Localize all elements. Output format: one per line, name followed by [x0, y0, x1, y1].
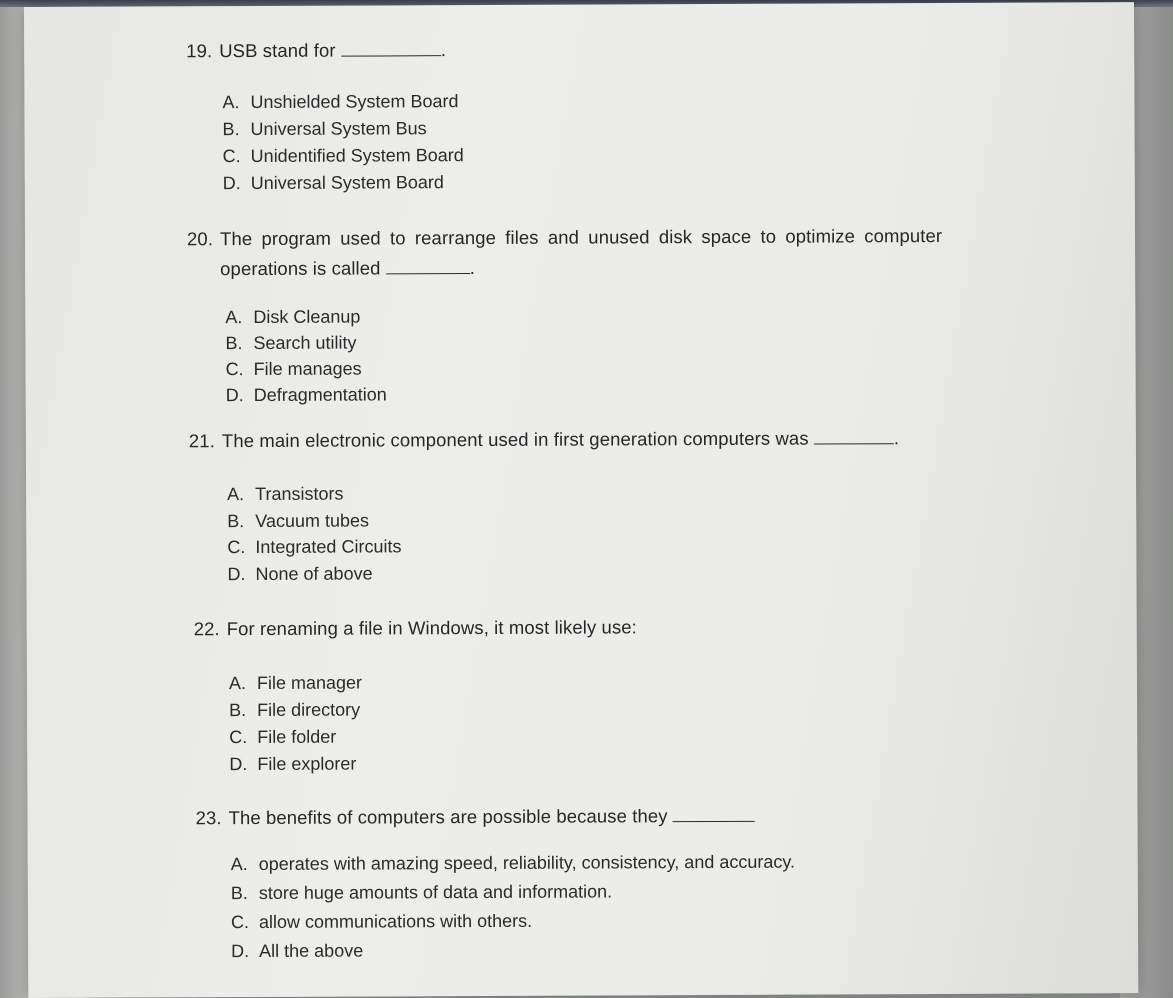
option-20-c: [226, 359, 362, 381]
option-letter: A.: [230, 854, 248, 875]
question-text-end: .: [440, 39, 447, 61]
option-letter: B.: [229, 700, 247, 721]
question-text: The main electronic component used in first generation computers was: [221, 427, 809, 452]
option-22-c: [229, 727, 336, 748]
option-letter: A.: [225, 307, 243, 328]
question-number: 19.: [186, 40, 213, 62]
option-21-d: [227, 563, 372, 585]
option-text: File manages: [253, 358, 362, 380]
option-21-b: [227, 510, 369, 532]
answer-blank: [341, 54, 441, 56]
option-text: store huge amounts of data and information.: [258, 881, 613, 903]
option-letter: A.: [227, 484, 245, 505]
answer-blank: [386, 272, 470, 274]
option-text: Search utility: [253, 332, 357, 354]
question-text: The benefits of computers are possible because they: [228, 805, 668, 829]
option-23-a: [231, 852, 795, 875]
option-text: File directory: [257, 699, 361, 720]
option-letter: D.: [227, 564, 246, 585]
option-letter: D.: [225, 385, 244, 406]
option-22-d: [229, 754, 356, 776]
option-text: File folder: [257, 726, 337, 747]
option-text: Unidentified System Board: [250, 145, 464, 167]
option-23-d: [231, 941, 363, 963]
question-number: 20.: [186, 228, 214, 250]
question-number: 23.: [195, 807, 222, 829]
option-22-b: [229, 700, 360, 722]
option-21-c: [227, 536, 401, 558]
question-text-continued: operations is called: [220, 257, 381, 280]
answer-blank: [673, 820, 755, 822]
option-letter: A.: [222, 92, 240, 113]
question-text-line2: [220, 255, 942, 280]
option-letter: B.: [230, 883, 248, 904]
question-number: 22.: [193, 618, 220, 640]
option-letter: D.: [229, 754, 248, 775]
option-letter: C.: [222, 146, 241, 167]
option-20-d: [226, 384, 387, 406]
option-text: Vacuum tubes: [255, 510, 370, 531]
question-text: The program used to rearrange files and unused disk space to optimize computer: [219, 224, 943, 250]
option-letter: C.: [229, 727, 248, 748]
option-letter: D.: [231, 941, 250, 962]
option-23-b: [231, 881, 612, 904]
question-21-stem: [189, 427, 899, 452]
option-letter: C.: [227, 537, 246, 558]
option-19-b: [222, 118, 426, 140]
option-20-a: [225, 307, 360, 329]
option-19-d: [223, 172, 444, 194]
option-letter: C.: [230, 912, 250, 933]
option-21-a: [227, 484, 343, 506]
option-letter: D.: [222, 173, 241, 194]
option-letter: C.: [225, 359, 244, 380]
question-number: 21.: [188, 430, 215, 452]
option-19-c: [223, 145, 464, 167]
option-text: Integrated Circuits: [255, 536, 402, 557]
option-22-a: [229, 673, 362, 695]
question-23-stem: [195, 805, 754, 829]
question-text: USB stand for: [219, 39, 336, 62]
option-letter: B.: [227, 511, 245, 532]
question-20-stem: [187, 225, 942, 280]
option-20-b: [225, 333, 356, 355]
option-text: File manager: [256, 672, 363, 693]
option-text: Universal System Board: [250, 172, 444, 194]
question-22-stem: [194, 616, 637, 640]
option-letter: B.: [222, 119, 240, 140]
question-text-end: .: [893, 427, 900, 449]
option-text: Transistors: [255, 483, 344, 504]
question-sheet: [24, 2, 1138, 998]
option-text: None of above: [255, 563, 373, 584]
option-text: Defragmentation: [253, 384, 387, 406]
answer-blank: [814, 442, 894, 444]
option-text: Disk Cleanup: [253, 306, 361, 328]
option-text: All the above: [259, 940, 364, 961]
option-text: Universal System Bus: [250, 118, 427, 140]
option-text: operates with amazing speed, reliability, consistency, and accuracy.: [258, 851, 796, 874]
question-text-end: .: [469, 257, 476, 279]
option-text: allow communications with others.: [258, 910, 533, 932]
question-19-stem: [186, 39, 446, 62]
option-letter: B.: [225, 333, 243, 354]
option-text: Unshielded System Board: [250, 91, 459, 113]
question-text: For renaming a file in Windows, it most likely use:: [226, 616, 637, 640]
option-letter: A.: [228, 673, 247, 694]
option-text: File explorer: [257, 753, 357, 774]
option-23-c: [231, 911, 532, 933]
option-19-a: [222, 91, 458, 113]
